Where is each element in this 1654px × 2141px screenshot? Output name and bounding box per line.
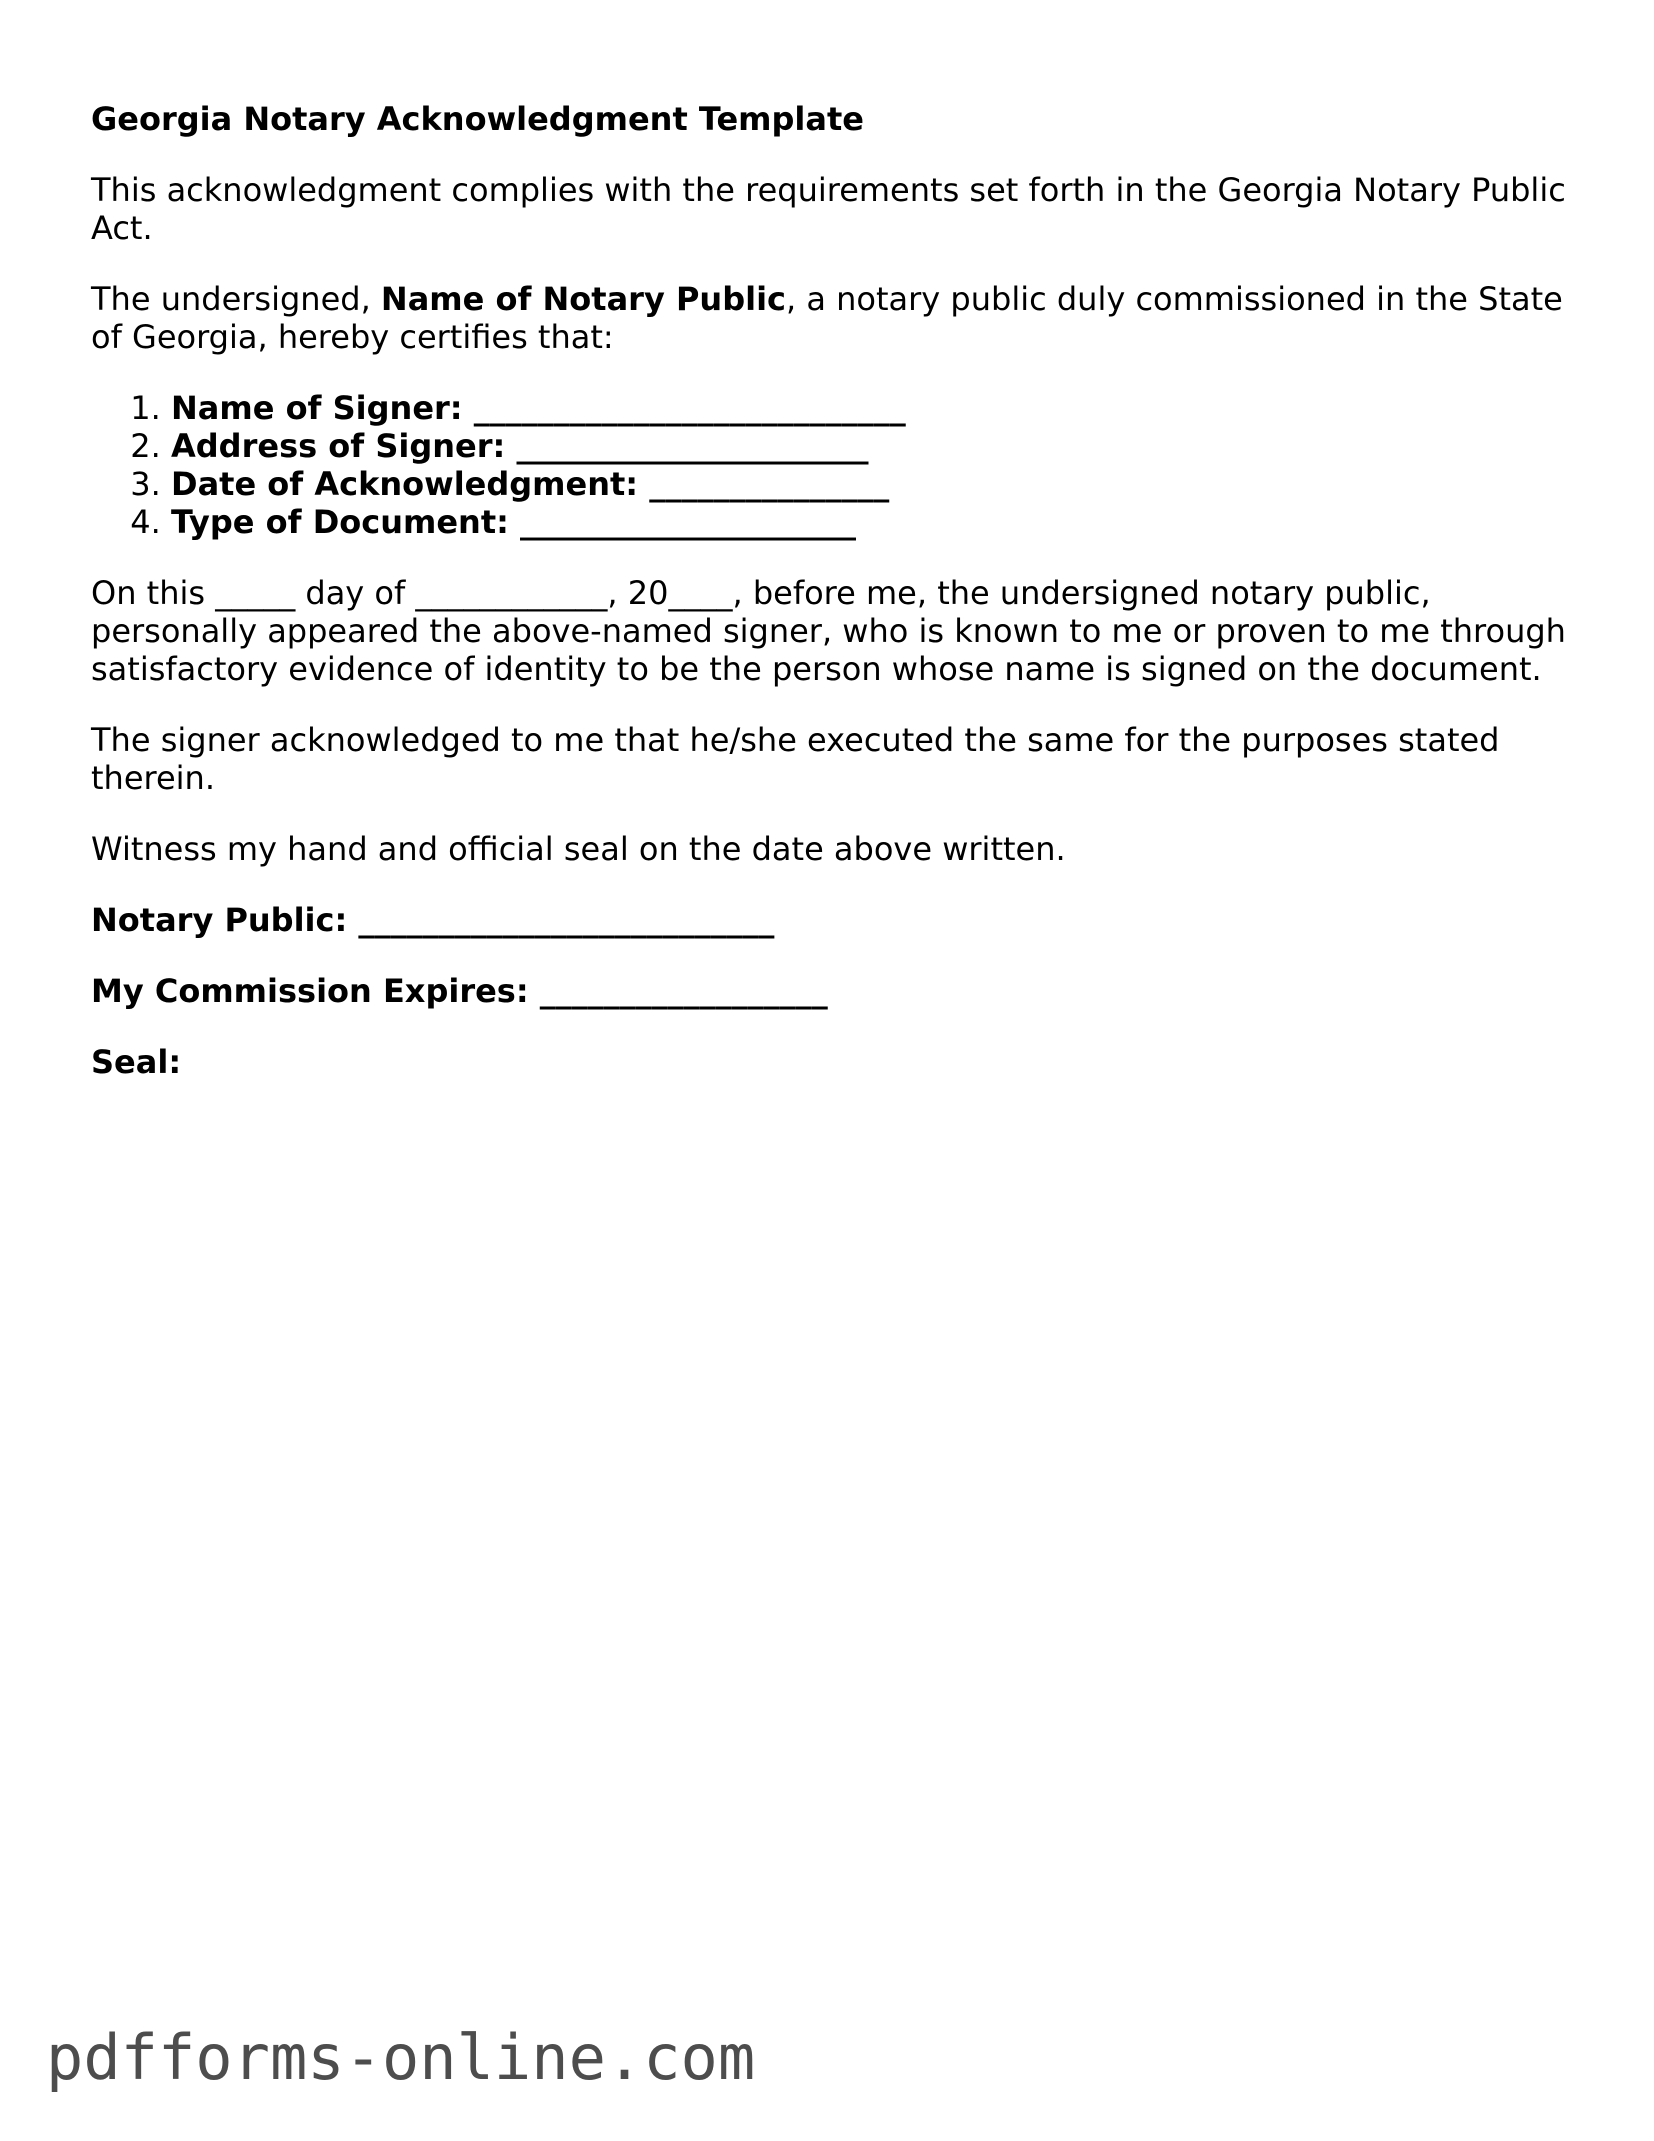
field-name-of-signer	[171, 389, 1571, 427]
field-type-of-document	[171, 503, 1571, 541]
certify-paragraph	[91, 280, 1571, 356]
appearance-paragraph: On this _____ day of ____________, 20____, before me, the undersigned notary public, personally appeared the above-named signer, who is known to me or proven to me through satisfactory evidence of identity to be the person whose name is signed on the document.	[91, 574, 1566, 688]
field-label: Date of Acknowledgment:	[171, 465, 639, 503]
field-blank: ______________________	[516, 427, 869, 465]
notary-name-placeholder: Name of Notary Public	[380, 280, 786, 318]
signer-fields-list	[91, 389, 1571, 541]
executed-paragraph: The signer acknowledged to me that he/she executed the same for the purposes stated therein.	[91, 721, 1500, 797]
field-date-of-acknowledgment	[171, 465, 1571, 503]
intro-paragraph: This acknowledgment complies with the requirements set forth in the Georgia Notary Public Act.	[91, 171, 1566, 247]
document-title: Georgia Notary Acknowledgment Template	[91, 100, 864, 138]
commission-expires-line: My Commission Expires: __________________	[91, 972, 828, 1010]
certify-text-before: The undersigned,	[91, 280, 381, 318]
field-label: Name of Signer:	[171, 389, 463, 427]
field-label: Type of Document:	[171, 503, 509, 541]
field-blank: _____________________	[520, 503, 857, 541]
seal-label: Seal:	[91, 1043, 182, 1081]
certify-text-after: , a notary public duly commissioned in the State of Georgia, hereby certifies that:	[91, 280, 1563, 356]
field-blank: ___________________________	[473, 389, 906, 427]
field-label: Address of Signer:	[171, 427, 506, 465]
field-address-of-signer	[171, 427, 1571, 465]
site-watermark: pdfforms-online.com	[46, 2021, 756, 2094]
witness-paragraph: Witness my hand and official seal on the date above written.	[91, 830, 1066, 868]
document-page	[91, 100, 1571, 1114]
field-blank: _______________	[649, 465, 890, 503]
notary-public-line: Notary Public: __________________________	[91, 901, 775, 939]
